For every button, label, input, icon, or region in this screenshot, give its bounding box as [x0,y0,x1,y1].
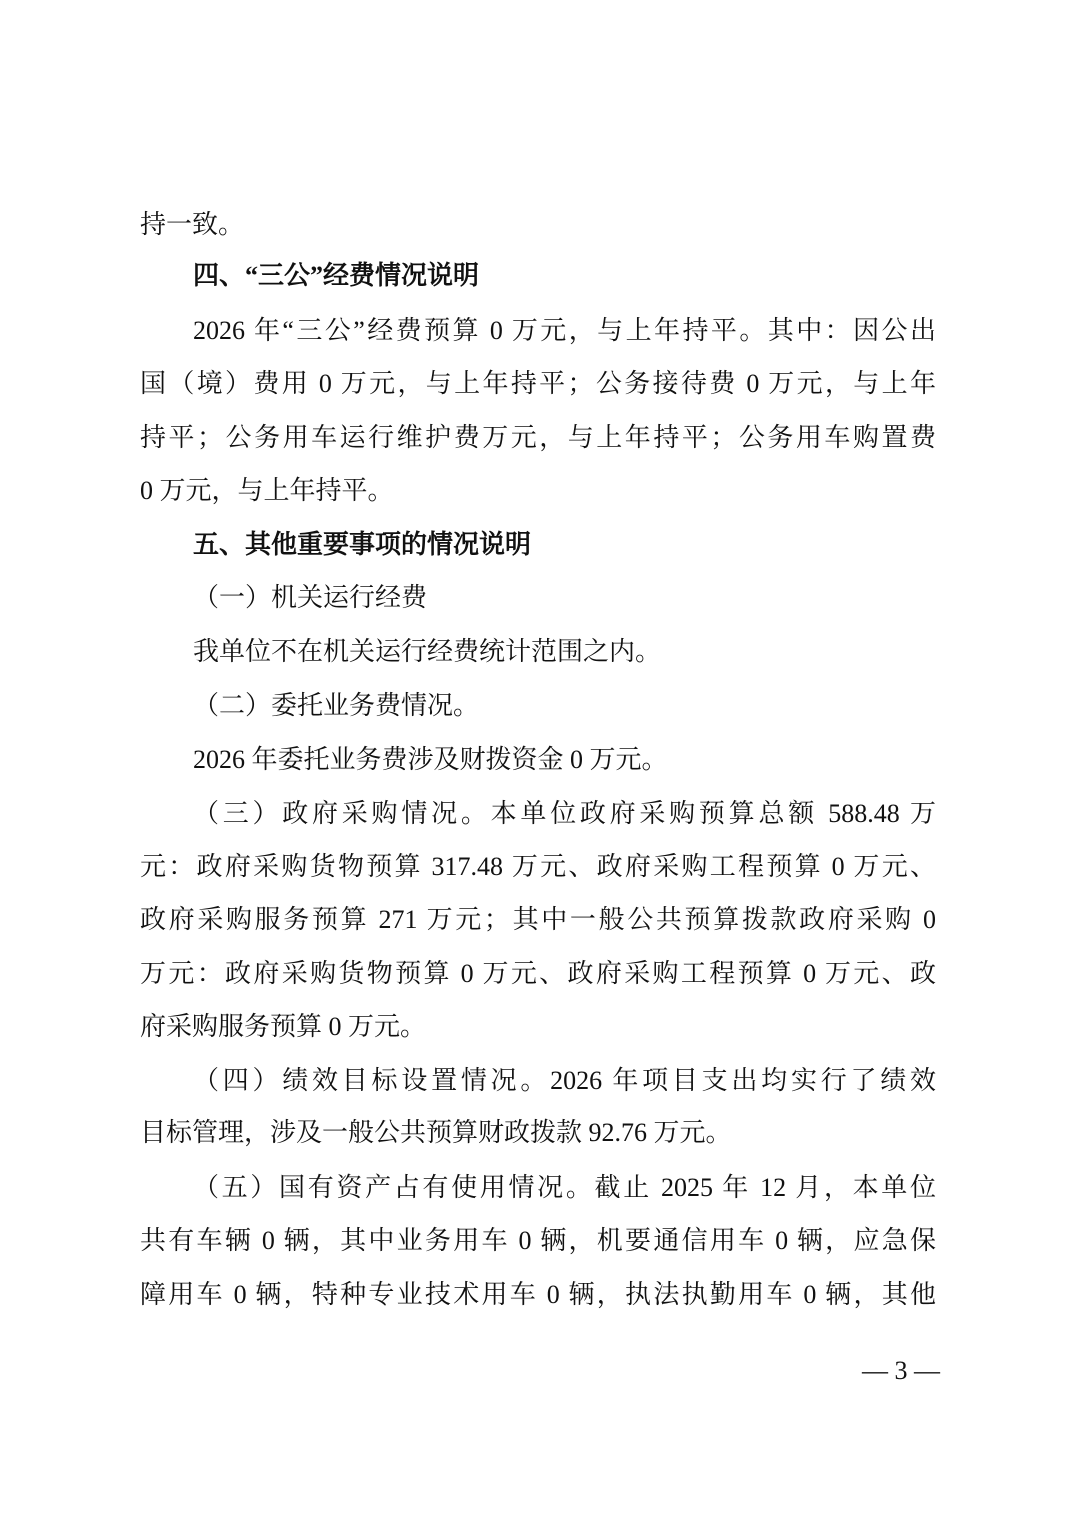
text-line: 政府采购服务预算 271 万元；其中一般公共预算拨款政府采购 0 [140,905,936,934]
text-line: （三）政府采购情况。本单位政府采购预算总额 588.48 万 [193,799,936,828]
page-number: — 3 — [862,1356,940,1385]
text-line: 元：政府采购货物预算 317.48 万元、政府采购工程预算 0 万元、 [140,852,936,881]
text-line: 2026 年委托业务费涉及财拨资金 0 万元。 [193,745,668,774]
section-heading: 四、“三公”经费情况说明 [193,261,480,290]
text-line: 我单位不在机关运行经费统计范围之内。 [193,637,662,666]
text-line: 障用车 0 辆，特种专业技术用车 0 辆，执法执勤用车 0 辆，其他 [140,1280,936,1309]
text-line: （五）国有资产占有使用情况。截止 2025 年 12 月，本单位 [193,1173,936,1202]
text-line: 目标管理，涉及一般公共预算财政拨款 92.76 万元。 [140,1118,732,1147]
text-line: 国（境）费用 0 万元，与上年持平；公务接待费 0 万元，与上年 [140,369,936,398]
text-line: （一）机关运行经费 [193,583,428,612]
text-line: （四）绩效目标设置情况。2026 年项目支出均实行了绩效 [193,1066,936,1095]
text-line: 府采购服务预算 0 万元。 [140,1012,427,1041]
text-line: 2026 年“三公”经费预算 0 万元，与上年持平。其中：因公出 [193,316,936,345]
text-line: 共有车辆 0 辆，其中业务用车 0 辆，机要通信用车 0 辆，应急保 [140,1226,936,1255]
text-line: 万元：政府采购货物预算 0 万元、政府采购工程预算 0 万元、政 [140,959,936,988]
text-line: （二）委托业务费情况。 [193,691,480,720]
section-heading: 五、其他重要事项的情况说明 [193,530,532,559]
text-line: 0 万元，与上年持平。 [140,476,394,505]
text-line: 持平；公务用车运行维护费万元，与上年持平；公务用车购置费 [140,423,936,452]
text-line: 持一致。 [140,210,245,239]
